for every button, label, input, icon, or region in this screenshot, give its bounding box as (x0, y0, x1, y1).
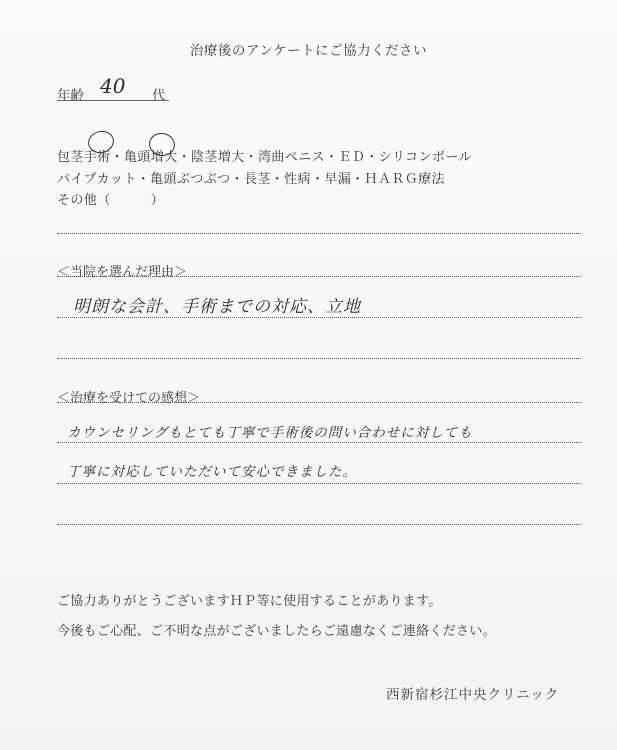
dotted-line (57, 358, 581, 359)
footer-contact: 今後もご心配、ご不明な点がございましたらご遠慮なくご連絡ください。 (57, 624, 496, 639)
footer-thanks: ご協力ありがとうございますＨＰ等に使用することがあります。 (57, 594, 442, 609)
age-label: 年齢 (57, 88, 84, 104)
age-underline (57, 100, 169, 101)
dotted-line (57, 524, 581, 525)
treatment-options-other: その他（ ） (57, 193, 165, 208)
treatment-options-line-1: 包茎手術・亀頭増大・陰茎増大・湾曲ペニス・ＥＤ・シリコンボール (57, 150, 472, 165)
age-value: 40 (100, 74, 126, 98)
impression-heading: ＜治療を受けての感想＞ (57, 391, 201, 406)
clinic-name: 西新宿杉江中央クリニック (386, 687, 560, 703)
treatment-options-line-2: パイプカット・亀頭ぶつぶつ・長茎・性病・早漏・ＨＡＲＧ療法 (57, 172, 445, 187)
dotted-line (57, 276, 581, 277)
reason-answer: 明朗な会計、手術までの対応、立地 (73, 297, 361, 317)
impression-answer-line-2: 丁寧に対応していただいて安心できました。 (67, 464, 357, 480)
reason-heading: ＜当院を選んだ理由＞ (57, 265, 188, 280)
dotted-separator (57, 233, 581, 234)
dotted-line (57, 317, 581, 318)
dotted-line (57, 442, 581, 443)
page-title: 治療後のアンケートにご協力ください (189, 43, 428, 59)
age-unit: 代 (152, 88, 166, 104)
impression-answer-line-1: カウンセリングもとても丁寧で手術後の問い合わせに対しても (67, 425, 473, 441)
dotted-line (57, 483, 581, 484)
dotted-line (57, 402, 581, 403)
